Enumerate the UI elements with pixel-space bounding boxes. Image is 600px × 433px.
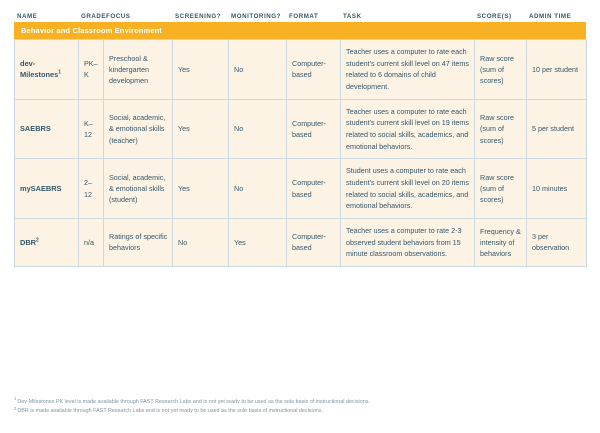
table-column-headers bbox=[14, 6, 586, 20]
cell-format: Computer-based bbox=[287, 99, 341, 159]
table-row bbox=[15, 159, 587, 219]
footnote-mark: 1 bbox=[14, 396, 17, 402]
cell-grade: 2–12 bbox=[79, 159, 104, 219]
cell-monitoring: No bbox=[229, 159, 287, 219]
cell-format: Computer-based bbox=[287, 218, 341, 266]
cell-scores: Frequency & intensity of behaviors bbox=[475, 218, 527, 266]
cell-task: Teacher uses a computer to rate each student’s current skill level on 47 items related to 6 domains of child development. bbox=[341, 40, 475, 100]
cell-grade: K–12 bbox=[79, 99, 104, 159]
cell-task: Teacher uses a computer to rate each student’s current skill level on 19 items related to social skills, academics, and emotional behaviors. bbox=[341, 99, 475, 159]
assessment-name: mySAEBRS bbox=[20, 184, 62, 193]
cell-monitoring: Yes bbox=[229, 218, 287, 266]
footnote-text: DBR is made available through FAST Research Labs and is not yet ready to be used as the sole basis of instructional decisions. bbox=[17, 408, 323, 415]
cell-admin: 5 per student bbox=[527, 99, 587, 159]
footnote-marker: 1 bbox=[58, 69, 61, 76]
column-header-grade: GRADE bbox=[81, 12, 107, 20]
table-row bbox=[15, 40, 587, 100]
column-header-name: NAME bbox=[17, 12, 38, 20]
cell-scores: Raw score (sum of scores) bbox=[475, 40, 527, 100]
table-body bbox=[15, 40, 587, 267]
column-header-scores: SCORE(S) bbox=[477, 12, 512, 20]
cell-grade: PK–K bbox=[79, 40, 104, 100]
cell-scores: Raw score (sum of scores) bbox=[475, 99, 527, 159]
cell-format: Computer-based bbox=[287, 159, 341, 219]
cell-focus: Ratings of specific behaviors bbox=[104, 218, 173, 266]
assessment-name: dev-Milestones bbox=[20, 59, 59, 80]
cell-admin: 10 per student bbox=[527, 40, 587, 100]
cell-name bbox=[15, 218, 79, 266]
cell-format: Computer-based bbox=[287, 40, 341, 100]
cell-screening: Yes bbox=[173, 159, 229, 219]
footnotes-block bbox=[14, 398, 586, 417]
assessment-name: DBR bbox=[20, 237, 37, 247]
column-header-focus: FOCUS bbox=[106, 12, 131, 20]
cell-focus: Social, academic, & emotional skills (teacher) bbox=[104, 99, 173, 159]
cell-name bbox=[15, 159, 79, 219]
section-header-label: Behavior and Classroom Environment bbox=[21, 25, 163, 35]
column-header-monitoring: MONITORING? bbox=[231, 12, 281, 20]
cell-screening: Yes bbox=[173, 99, 229, 159]
cell-admin: 10 minutes bbox=[527, 159, 587, 219]
column-header-admin: ADMIN TIME bbox=[529, 12, 572, 20]
cell-name bbox=[15, 99, 79, 159]
column-header-task: TASK bbox=[343, 12, 362, 20]
column-header-screening: SCREENING? bbox=[175, 12, 222, 20]
cell-task: Student uses a computer to rate each student’s current skill level on 20 items related to social skills, academics, and emotional behaviors. bbox=[341, 159, 475, 219]
assessment-name: SAEBRS bbox=[20, 124, 51, 134]
cell-task: Teacher uses a computer to rate 2-3 observed student behaviors from 15 minute classroom observations. bbox=[341, 218, 475, 266]
cell-screening: No bbox=[173, 218, 229, 266]
cell-screening: Yes bbox=[173, 40, 229, 100]
assessment-table bbox=[14, 39, 587, 267]
table-row bbox=[15, 99, 587, 159]
footnote-mark: 2 bbox=[14, 405, 17, 411]
cell-scores: Raw score (sum of scores) bbox=[475, 159, 527, 219]
footnote-text: Dev-Milestones PK level is made available through FAST Research Labs and is not yet ready to be used as the sole basis of instructional decisions. bbox=[17, 399, 370, 405]
cell-focus: Preschool & kindergarten developmen bbox=[104, 40, 173, 100]
cell-grade: n/a bbox=[79, 218, 104, 266]
footnote-marker: 2 bbox=[36, 237, 39, 244]
cell-focus: Social, academic, & emotional skills (student) bbox=[104, 159, 173, 219]
table-row bbox=[15, 218, 587, 266]
footnote-line bbox=[14, 398, 586, 407]
cell-monitoring: No bbox=[229, 40, 287, 100]
footnote-line bbox=[14, 407, 586, 416]
cell-admin: 3 per observation bbox=[527, 218, 587, 266]
cell-name bbox=[15, 40, 79, 100]
section-header-band bbox=[14, 22, 586, 39]
column-header-format: FORMAT bbox=[289, 12, 319, 20]
cell-monitoring: No bbox=[229, 99, 287, 159]
